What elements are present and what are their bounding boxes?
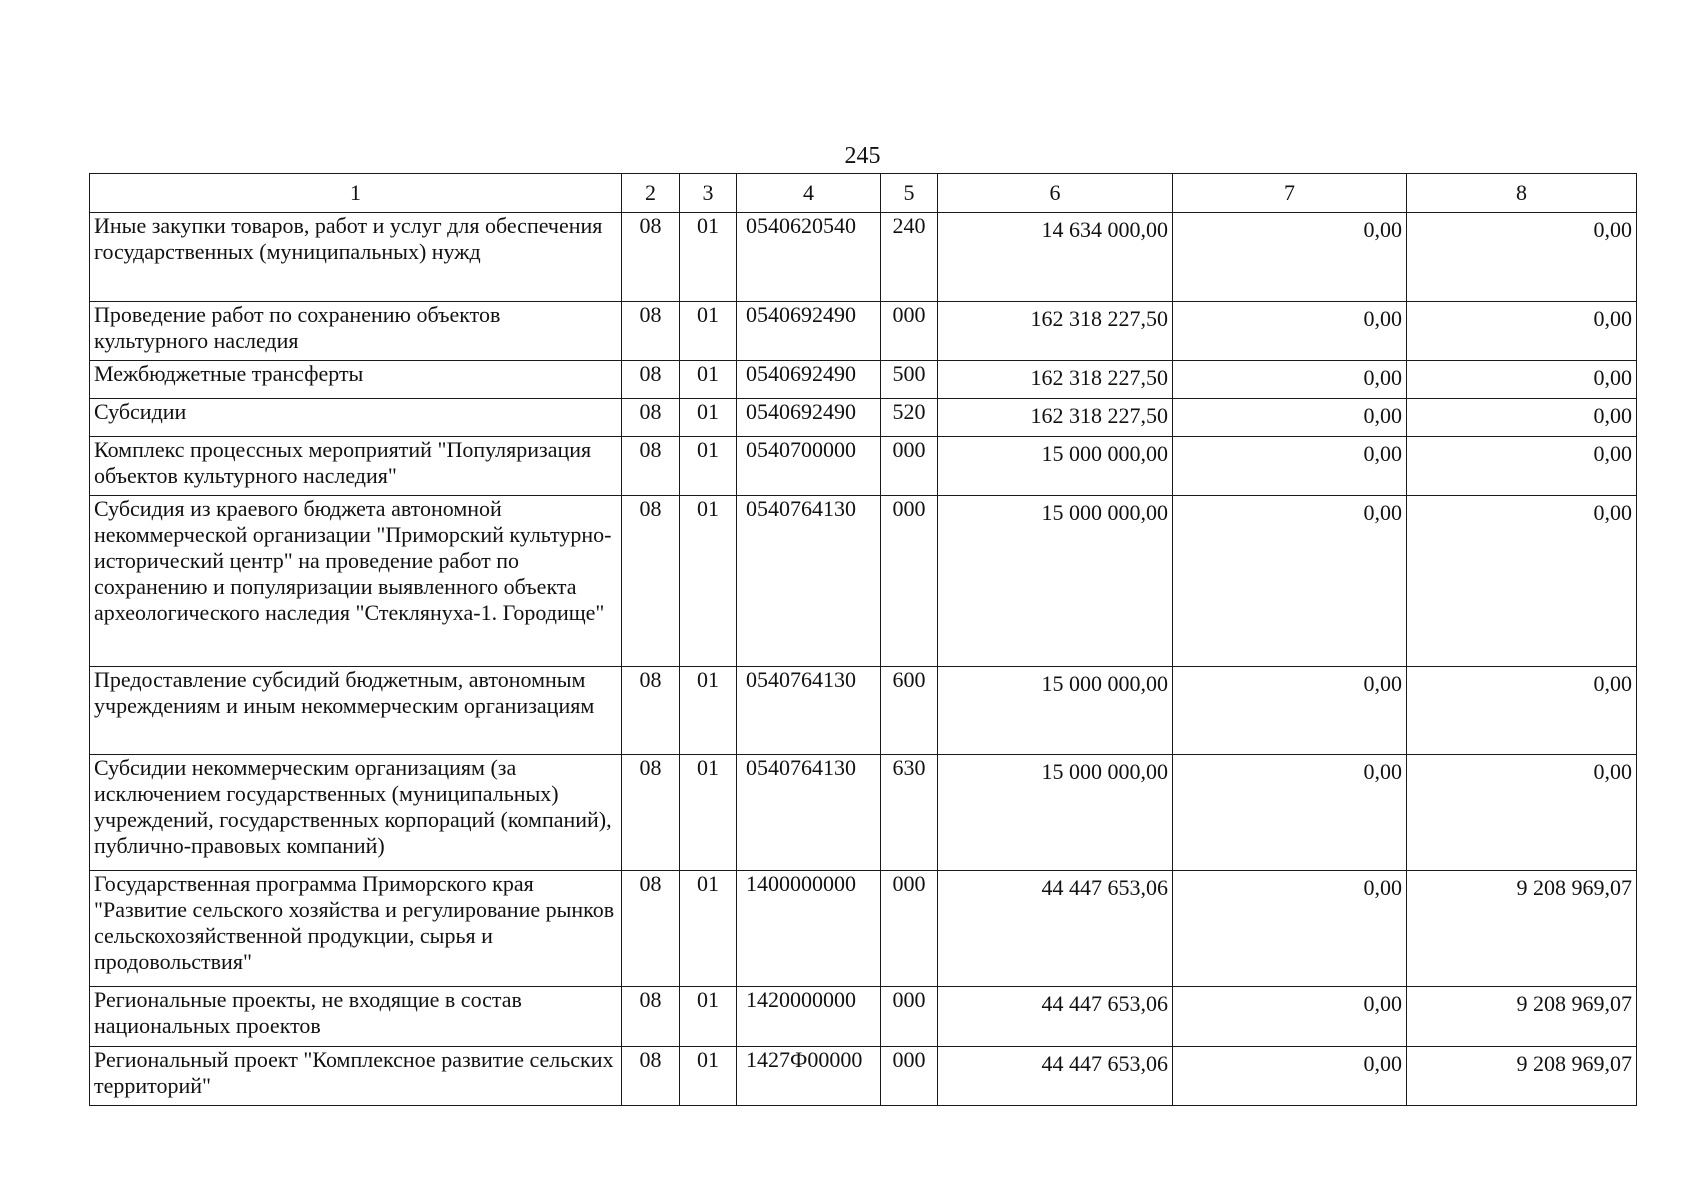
column-header: 4 [737, 174, 881, 213]
target-article-code: 1427Ф00000 [737, 1047, 881, 1106]
target-article-code: 0540692490 [737, 361, 881, 399]
table-row [90, 437, 1637, 496]
subsection-code: 01 [680, 399, 737, 437]
amount-col8: 0,00 [1407, 302, 1637, 361]
amount-col7: 0,00 [1173, 399, 1407, 437]
row-name: Предоставление субсидий бюджетным, автономным учреждениям и иным некоммерческим организациям [90, 667, 622, 755]
expense-type-code: 000 [881, 302, 938, 361]
column-header: 7 [1173, 174, 1407, 213]
amount-col6: 14 634 000,00 [938, 213, 1173, 302]
column-header: 3 [680, 174, 737, 213]
subsection-code: 01 [680, 755, 737, 871]
amount-col7: 0,00 [1173, 302, 1407, 361]
table-row [90, 987, 1637, 1047]
amount-col6: 15 000 000,00 [938, 667, 1173, 755]
section-code: 08 [622, 361, 680, 399]
amount-col8: 0,00 [1407, 667, 1637, 755]
table-row [90, 755, 1637, 871]
amount-col8: 0,00 [1407, 399, 1637, 437]
amount-col7: 0,00 [1173, 1047, 1407, 1106]
column-header: 1 [90, 174, 622, 213]
subsection-code: 01 [680, 437, 737, 496]
column-header: 8 [1407, 174, 1637, 213]
table-row [90, 399, 1637, 437]
amount-col6: 15 000 000,00 [938, 755, 1173, 871]
row-name: Иные закупки товаров, работ и услуг для обеспечения государственных (муниципальных) нужд [90, 213, 622, 302]
table-row [90, 496, 1637, 667]
amount-col8: 0,00 [1407, 437, 1637, 496]
amount-col7: 0,00 [1173, 987, 1407, 1047]
target-article-code: 0540620540 [737, 213, 881, 302]
row-name: Государственная программа Приморского края "Развитие сельского хозяйства и регулирование рынков сельскохозяйственной продукции, сырья и продовольствия" [90, 871, 622, 987]
amount-col7: 0,00 [1173, 667, 1407, 755]
row-name: Межбюджетные трансферты [90, 361, 622, 399]
amount-col8: 9 208 969,07 [1407, 871, 1637, 987]
target-article-code: 0540692490 [737, 399, 881, 437]
subsection-code: 01 [680, 361, 737, 399]
subsection-code: 01 [680, 987, 737, 1047]
section-code: 08 [622, 1047, 680, 1106]
table-row [90, 302, 1637, 361]
amount-col8: 9 208 969,07 [1407, 1047, 1637, 1106]
section-code: 08 [622, 987, 680, 1047]
subsection-code: 01 [680, 871, 737, 987]
expense-type-code: 520 [881, 399, 938, 437]
row-name: Субсидии некоммерческим организациям (за исключением государственных (муниципальных) учреждений, государственных корпораций (компаний), публично-правовых компаний) [90, 755, 622, 871]
expense-type-code: 000 [881, 871, 938, 987]
expense-type-code: 000 [881, 1047, 938, 1106]
row-name: Проведение работ по сохранению объектов культурного наследия [90, 302, 622, 361]
row-name: Региональный проект "Комплексное развитие сельских территорий" [90, 1047, 622, 1106]
subsection-code: 01 [680, 1047, 737, 1106]
amount-col6: 162 318 227,50 [938, 361, 1173, 399]
section-code: 08 [622, 667, 680, 755]
amount-col7: 0,00 [1173, 213, 1407, 302]
amount-col8: 0,00 [1407, 496, 1637, 667]
amount-col6: 44 447 653,06 [938, 987, 1173, 1047]
expense-type-code: 000 [881, 987, 938, 1047]
section-code: 08 [622, 302, 680, 361]
row-name: Субсидии [90, 399, 622, 437]
amount-col6: 15 000 000,00 [938, 496, 1173, 667]
subsection-code: 01 [680, 667, 737, 755]
expense-type-code: 600 [881, 667, 938, 755]
expense-type-code: 630 [881, 755, 938, 871]
target-article-code: 0540700000 [737, 437, 881, 496]
amount-col7: 0,00 [1173, 361, 1407, 399]
section-code: 08 [622, 437, 680, 496]
target-article-code: 1420000000 [737, 987, 881, 1047]
amount-col7: 0,00 [1173, 755, 1407, 871]
target-article-code: 0540764130 [737, 667, 881, 755]
section-code: 08 [622, 213, 680, 302]
table-row [90, 1047, 1637, 1106]
target-article-code: 0540764130 [737, 755, 881, 871]
expense-type-code: 500 [881, 361, 938, 399]
expense-type-code: 240 [881, 213, 938, 302]
amount-col7: 0,00 [1173, 437, 1407, 496]
amount-col8: 0,00 [1407, 361, 1637, 399]
table-row [90, 667, 1637, 755]
budget-table [89, 173, 1637, 1106]
row-name: Комплекс процессных мероприятий "Популяризация объектов культурного наследия" [90, 437, 622, 496]
table-row [90, 361, 1637, 399]
target-article-code: 0540764130 [737, 496, 881, 667]
section-code: 08 [622, 496, 680, 667]
amount-col6: 162 318 227,50 [938, 399, 1173, 437]
table-row [90, 213, 1637, 302]
amount-col8: 0,00 [1407, 213, 1637, 302]
table-row [90, 871, 1637, 987]
expense-type-code: 000 [881, 437, 938, 496]
page-number: 245 [844, 143, 881, 169]
row-name: Региональные проекты, не входящие в состав национальных проектов [90, 987, 622, 1047]
subsection-code: 01 [680, 302, 737, 361]
subsection-code: 01 [680, 496, 737, 667]
amount-col8: 0,00 [1407, 755, 1637, 871]
amount-col6: 44 447 653,06 [938, 1047, 1173, 1106]
subsection-code: 01 [680, 213, 737, 302]
section-code: 08 [622, 871, 680, 987]
amount-col6: 162 318 227,50 [938, 302, 1173, 361]
column-header: 5 [881, 174, 938, 213]
section-code: 08 [622, 399, 680, 437]
expense-type-code: 000 [881, 496, 938, 667]
target-article-code: 0540692490 [737, 302, 881, 361]
section-code: 08 [622, 755, 680, 871]
column-header: 2 [622, 174, 680, 213]
amount-col7: 0,00 [1173, 871, 1407, 987]
amount-col8: 9 208 969,07 [1407, 987, 1637, 1047]
column-header: 6 [938, 174, 1173, 213]
target-article-code: 1400000000 [737, 871, 881, 987]
amount-col6: 44 447 653,06 [938, 871, 1173, 987]
amount-col6: 15 000 000,00 [938, 437, 1173, 496]
header-row [90, 174, 1637, 213]
row-name: Субсидия из краевого бюджета автономной некоммерческой организации "Приморский культурно-исторический центр" на проведение работ по сохранению и популяризации выявленного объекта археологического наследия "Стеклянуха-1. Городище" [90, 496, 622, 667]
amount-col7: 0,00 [1173, 496, 1407, 667]
